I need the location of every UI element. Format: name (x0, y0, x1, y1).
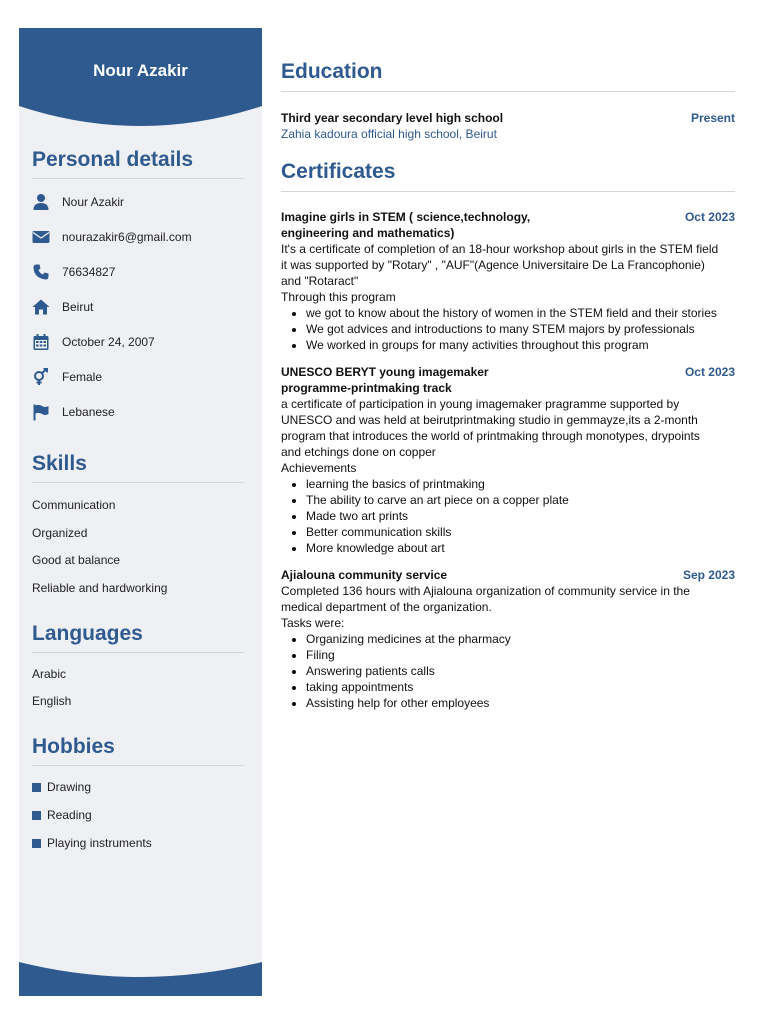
skill-item: Communication (32, 498, 116, 512)
language-item: Arabic (32, 667, 67, 681)
personal-phone-text: 76634827 (62, 265, 116, 279)
education-entry (281, 110, 735, 142)
hobby-item (32, 836, 152, 850)
education-degree: Third year secondary level high school (281, 111, 504, 125)
personal-gender-text: Female (62, 370, 103, 384)
certificate-date: Oct 2023 (684, 210, 735, 224)
certificate-description: and "Rotaract" (281, 274, 359, 288)
calendar-icon (32, 333, 50, 351)
education-title: Education (281, 60, 735, 92)
sidebar-footer-shape (19, 962, 262, 996)
personal-item-city (32, 297, 93, 317)
certificate-description: program that introduces the world of printmaking through monotypes, drypoints (281, 429, 700, 443)
hobby-item (32, 780, 91, 794)
hobby-label: Playing instruments (47, 836, 152, 850)
home-icon (32, 298, 50, 316)
certificate-description: UNESCO and was held at beirutprintmaking studio in gemmayze,its a 2-month (281, 413, 698, 427)
certificates-title: Certificates (281, 160, 735, 192)
sidebar (19, 28, 262, 996)
list-item: • taking appointments (306, 679, 735, 695)
languages-title: Languages (32, 622, 244, 653)
list-item: • Filing (306, 647, 735, 663)
list-item: • Better communication skills (306, 524, 735, 540)
personal-item-email (32, 227, 192, 247)
certificate-entry (281, 567, 735, 711)
education-entry-header (281, 110, 735, 126)
certificate-date: Oct 2023 (684, 365, 735, 379)
personal-email-text[interactable]: nourazakir6@gmail.com (62, 230, 192, 244)
certificate-title-line: Imagine girls in STEM ( science,technology, (281, 210, 531, 224)
certificate-title-line: programme-printmaking track (281, 381, 452, 395)
list-item: • We got advices and introductions to many STEM majors by professionals (306, 321, 735, 337)
envelope-icon (32, 228, 50, 246)
list-item: • Assisting help for other employees (306, 695, 735, 711)
certificate-date: Sep 2023 (682, 568, 735, 582)
certificate-description: and etchings done on copper (281, 445, 436, 459)
certificate-title-line: UNESCO BERYT young imagemaker (281, 365, 489, 379)
list-item: • Answering patients calls (306, 663, 735, 679)
list-item: • More knowledge about art (306, 540, 735, 556)
skill-item: Reliable and hardworking (32, 581, 168, 595)
personal-details-section (32, 148, 244, 418)
certificate-description: a certificate of participation in young imagemaker pragramme supported by (281, 397, 680, 411)
personal-nationality-text: Lebanese (62, 405, 115, 419)
person-icon (32, 193, 50, 211)
certificate-header (281, 364, 735, 396)
certificate-description: It's a certificate of completion of an 18-hour workshop about girls in the STEM field (281, 242, 719, 256)
bullet-square-icon (32, 811, 41, 820)
personal-item-birthdate (32, 332, 155, 352)
personal-item-nationality (32, 402, 115, 422)
certificate-title (281, 364, 489, 396)
certificate-header (281, 209, 735, 241)
list-item: • We worked in groups for many activities throughout this program (306, 337, 735, 353)
hobbies-section (32, 735, 244, 855)
main-content (281, 60, 735, 711)
certificate-entry (281, 364, 735, 556)
education-school: Zahia kadoura official high school, Beirut (281, 127, 497, 141)
education-date: Present (690, 111, 735, 125)
certificate-header (281, 567, 735, 583)
language-item: English (32, 694, 72, 708)
personal-details-title: Personal details (32, 148, 244, 179)
certificate-description: it was supported by "Rotary" , "AUF"(Agence Universitaire De La Francophonie) (281, 258, 705, 272)
languages-section (32, 622, 244, 712)
certificate-bullet-list (281, 476, 735, 556)
certificate-description: Completed 136 hours with Ajialouna organization of community service in the (281, 584, 690, 598)
personal-name-text: Nour Azakir (62, 195, 125, 209)
certificate-description: Achievements (281, 461, 357, 475)
personal-birthdate-text: October 24, 2007 (62, 335, 155, 349)
personal-item-name (32, 192, 124, 212)
gender-icon (32, 368, 50, 386)
list-item: • The ability to carve an art piece on a copper plate (306, 492, 735, 508)
phone-icon (32, 263, 50, 281)
certificate-title (281, 209, 530, 241)
skills-title: Skills (32, 452, 244, 483)
hobby-label: Drawing (47, 780, 92, 794)
bullet-square-icon (32, 783, 41, 792)
hobby-item (32, 808, 92, 822)
list-item: • Organizing medicines at the pharmacy (306, 631, 735, 647)
hobbies-title: Hobbies (32, 735, 244, 766)
certificate-title-line: engineering and mathematics) (281, 226, 455, 240)
list-item: • we got to know about the history of women in the STEM field and their stories (306, 305, 735, 321)
skills-section (32, 452, 244, 602)
certificate-entry (281, 209, 735, 353)
certificate-title: Ajialouna community service (281, 568, 448, 582)
skill-item: Good at balance (32, 553, 121, 567)
flag-icon (32, 403, 50, 421)
list-item: • learning the basics of printmaking (306, 476, 735, 492)
certificate-bullet-list (281, 631, 735, 711)
personal-item-gender (32, 367, 102, 387)
candidate-name: Nour Azakir (93, 61, 188, 80)
certificate-bullet-list (281, 305, 735, 353)
personal-item-phone (32, 262, 115, 282)
certificate-description: Tasks were: (281, 616, 345, 630)
certificate-description: Through this program (281, 290, 396, 304)
hobby-label: Reading (47, 808, 92, 822)
certificate-description: medical department of the organization. (281, 600, 492, 614)
skill-item: Organized (32, 526, 88, 540)
personal-city-text: Beirut (62, 300, 94, 314)
list-item: • Made two art prints (306, 508, 735, 524)
bullet-square-icon (32, 839, 41, 848)
